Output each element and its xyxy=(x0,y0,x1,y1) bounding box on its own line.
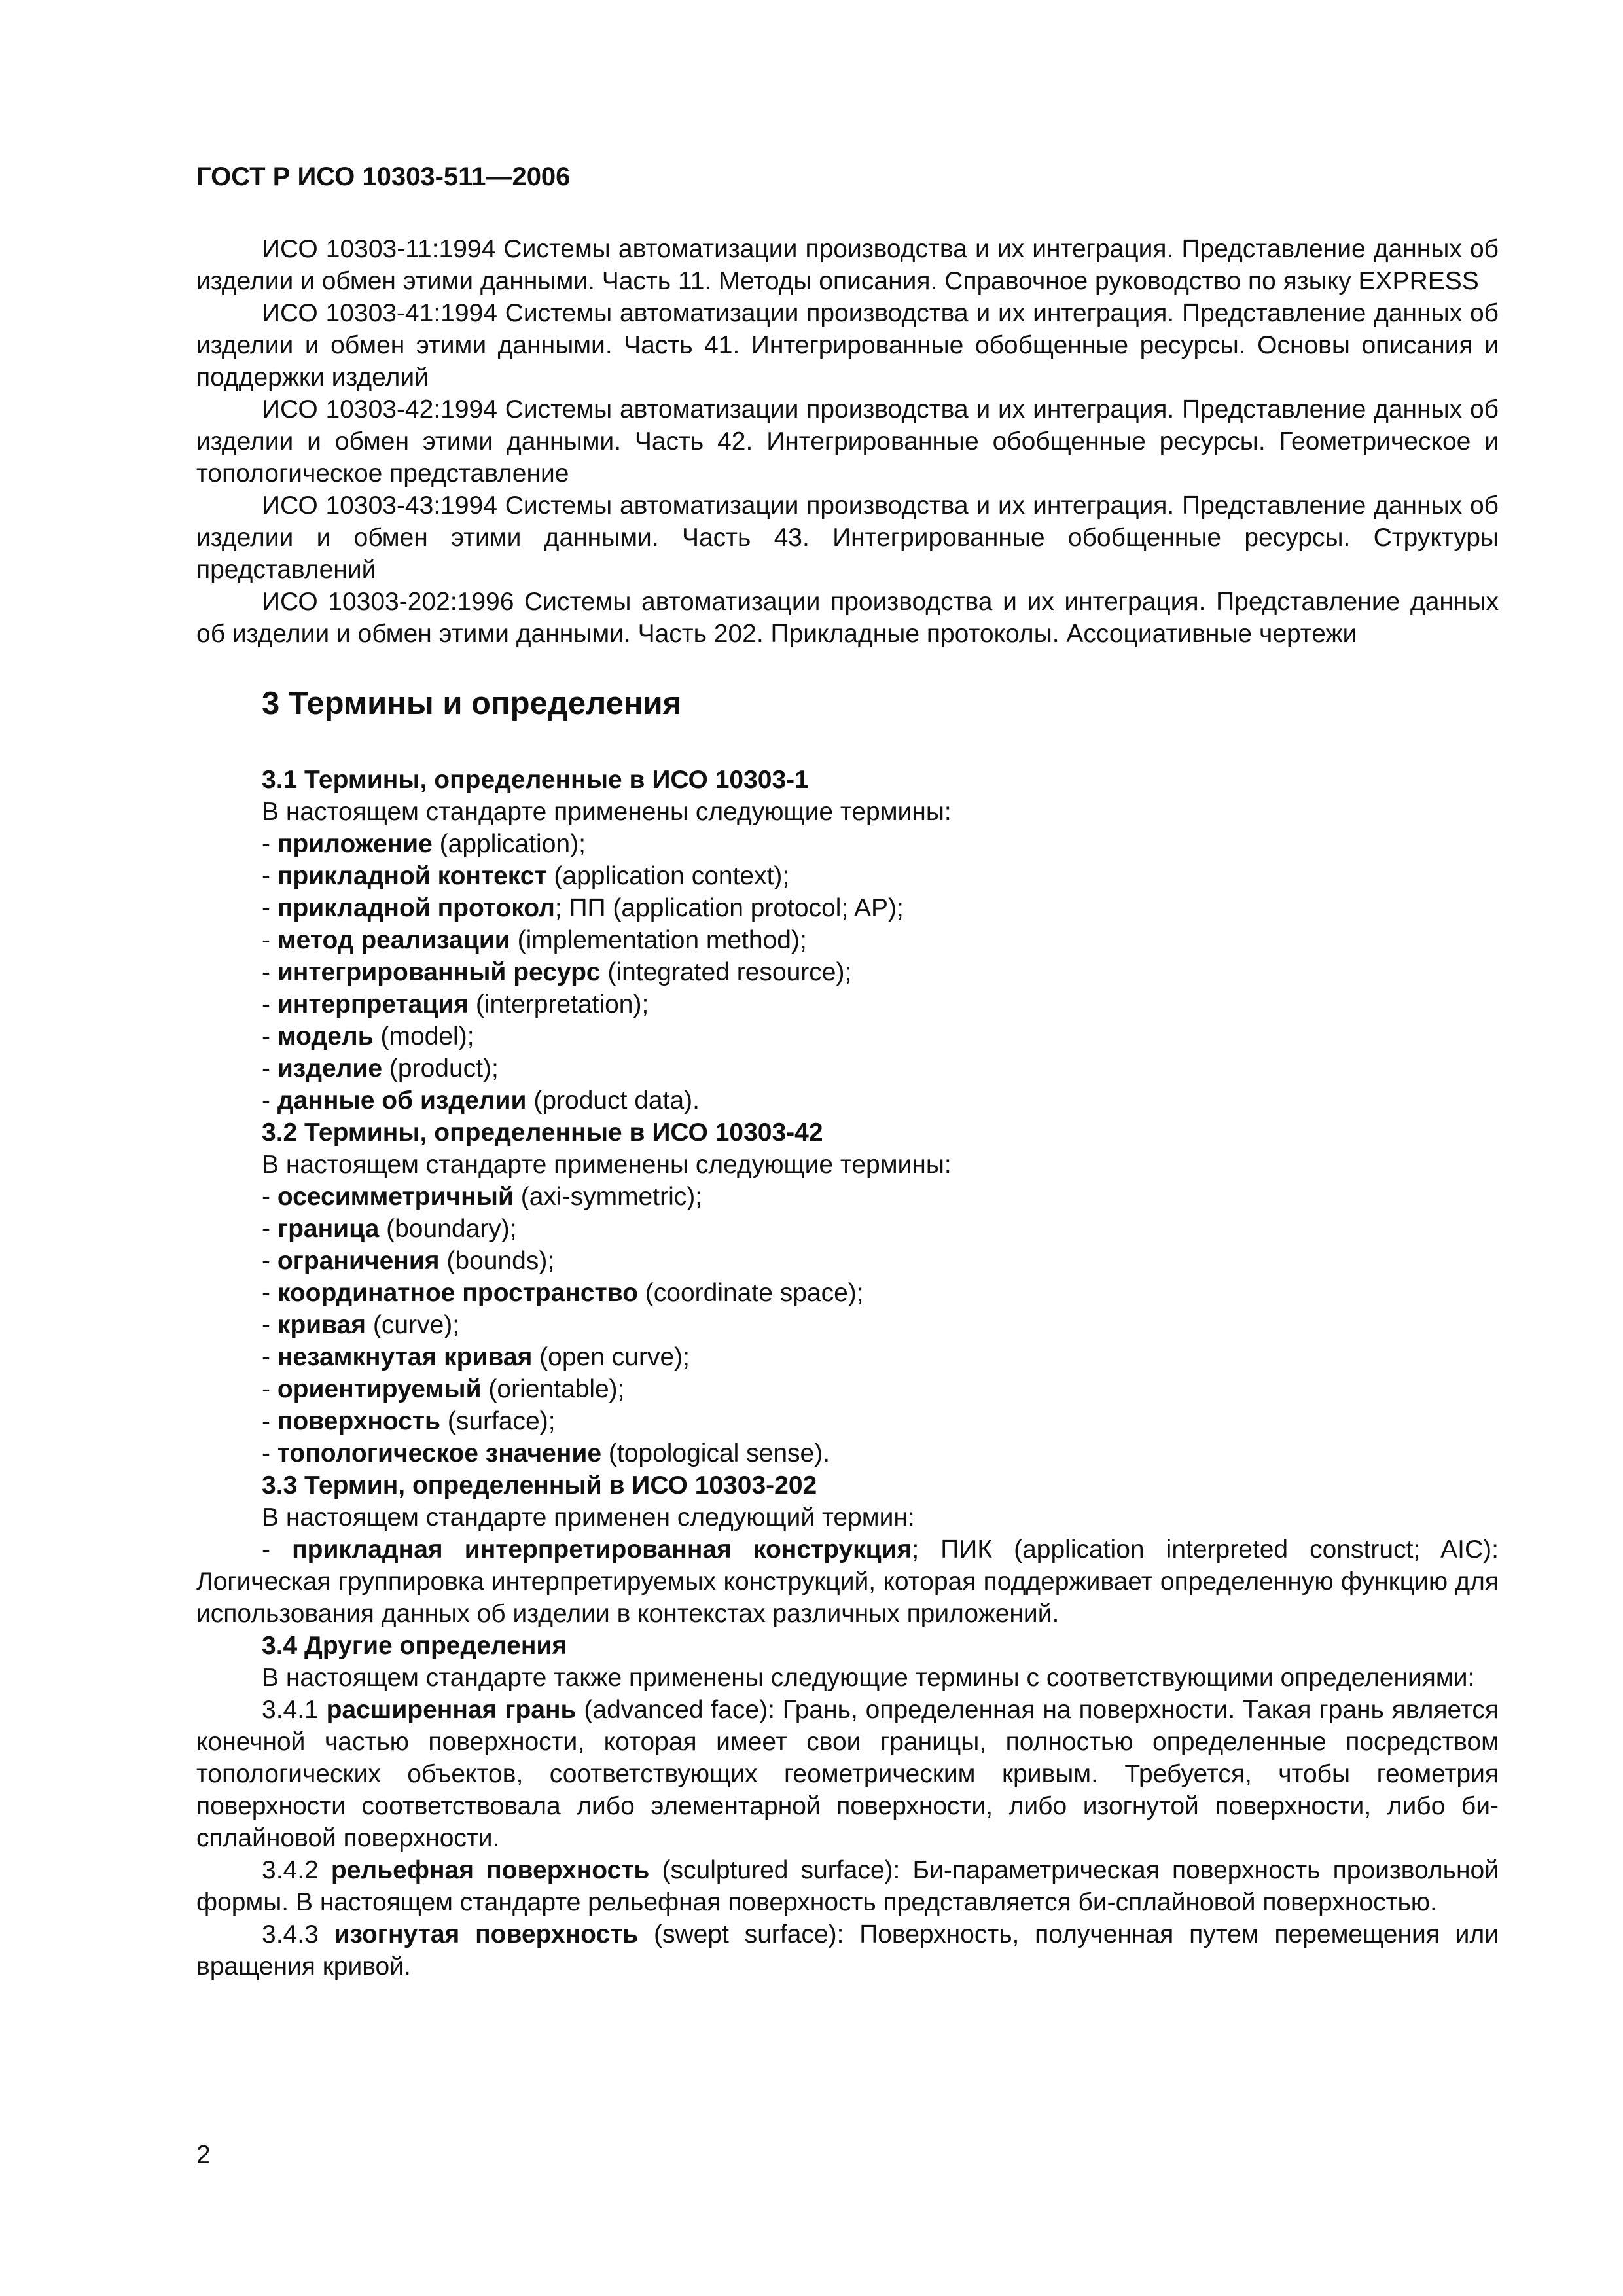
term-note: (boundary); xyxy=(379,1215,517,1243)
term-list xyxy=(196,1181,1499,1469)
definition-number: 3.4.1 xyxy=(262,1696,327,1724)
definition-text: (swept surface): Поверхность, полученная путем перемещения или вращения кривой. xyxy=(196,1920,1499,1981)
term-note: (model); xyxy=(373,1022,474,1050)
term-note: ; ПП (application protocol; AP); xyxy=(554,894,904,922)
definition-text: ; ПИК (application interpreted construct; AIC): Логическая группировка интерпретируемых конструкций, которая поддерживает определенную функцию для использования данных об изделии в контекстах различных приложений. xyxy=(196,1535,1499,1628)
term-note: (axi-symmetric); xyxy=(513,1183,703,1211)
term-note: (open curve); xyxy=(532,1343,690,1371)
term: осесимметричный xyxy=(277,1183,514,1211)
definition-number: 3.4.2 xyxy=(262,1856,331,1884)
list-item: - топологическое значение (topological sense). xyxy=(262,1439,830,1467)
list-item: - интегрированный ресурс (integrated resource); xyxy=(262,958,852,986)
list-item: - данные об изделии (product data). xyxy=(262,1086,700,1115)
reference-item: ИСО 10303-11:1994 Системы автоматизации производства и их интеграция. Представление данных об изделии и обмен этими данными. Часть 11. Методы описания. Справочное руководство по языку EXPRESS xyxy=(196,235,1499,295)
term: расширенная грань xyxy=(326,1696,577,1724)
term: прикладной протокол xyxy=(277,894,555,922)
term-note: (integrated resource); xyxy=(600,958,852,986)
term-note: (product); xyxy=(382,1054,499,1083)
term-note: (implementation method); xyxy=(510,926,807,954)
term: изделие xyxy=(277,1054,383,1083)
list-item: - ограничения (bounds); xyxy=(262,1247,555,1275)
term-definition xyxy=(196,1854,1499,1918)
term-note: (coordinate space); xyxy=(637,1279,864,1307)
reference-item: ИСО 10303-41:1994 Системы автоматизации производства и их интеграция. Представление данных об изделии и обмен этими данными. Часть 41. Интегрированные обобщенные ресурсы. Основы описания и поддержки изделий xyxy=(196,299,1499,391)
term: изогнутая поверхность xyxy=(334,1920,639,1948)
list-item: - модель (model); xyxy=(262,1022,474,1050)
list-item: - прикладной контекст (application context); xyxy=(262,862,790,890)
term-note: (curve); xyxy=(366,1311,460,1339)
subsection-title: 3.3 Термин, определенный в ИСО 10303-202 xyxy=(262,1471,817,1499)
list-item: - координатное пространство (coordinate space); xyxy=(262,1279,864,1307)
term-note: (application context); xyxy=(546,862,790,890)
list-item: - приложение (application); xyxy=(262,830,586,858)
list-item: - незамкнутая кривая (open curve); xyxy=(262,1343,690,1371)
term: интерпретация xyxy=(277,990,469,1018)
term-note: (orientable); xyxy=(481,1375,625,1403)
term: поверхность xyxy=(277,1407,440,1435)
term-definition xyxy=(196,1694,1499,1854)
reference-item: ИСО 10303-42:1994 Системы автоматизации производства и их интеграция. Представление данных об изделии и обмен этими данными. Часть 42. Интегрированные обобщенные ресурсы. Геометрическое и топологическое представление xyxy=(196,395,1499,488)
term: прикладной контекст xyxy=(277,862,547,890)
list-item: - прикладной протокол; ПП (application protocol; AP); xyxy=(262,894,904,922)
term: интегрированный ресурс xyxy=(277,958,601,986)
term-note: (product data). xyxy=(526,1086,700,1115)
list-item: - изделие (product); xyxy=(262,1054,499,1083)
section-heading: 3 Термины и определения xyxy=(262,686,682,721)
reference-item: ИСО 10303-202:1996 Системы автоматизации производства и их интеграция. Представление данных об изделии и обмен этими данными. Часть 202. Прикладные протоколы. Ассоциативные чертежи xyxy=(196,588,1499,648)
list-item: - граница (boundary); xyxy=(262,1215,517,1243)
definition-text: (sculptured surface): Би-параметрическая поверхность произвольной формы. В настоящем стандарте рельефная поверхность представляется би-сплайновой поверхностью. xyxy=(196,1856,1499,1916)
term-note: (bounds); xyxy=(439,1247,555,1275)
list-item: - интерпретация (interpretation); xyxy=(262,990,649,1018)
term-list xyxy=(196,828,1499,1117)
term-note: (application); xyxy=(432,830,586,858)
term: прикладная интерпретированная конструкция xyxy=(292,1535,912,1564)
subsection-title: 3.4 Другие определения xyxy=(262,1632,567,1660)
subsection-title: 3.2 Термины, определенные в ИСО 10303-42 xyxy=(262,1119,823,1147)
subsection-title: 3.1 Термины, определенные в ИСО 10303-1 xyxy=(262,766,809,794)
term: ориентируемый xyxy=(277,1375,482,1403)
subsection-intro: В настоящем стандарте применены следующие термины: xyxy=(262,1151,952,1179)
term-definition xyxy=(196,1918,1499,1982)
term: кривая xyxy=(277,1311,366,1339)
term: координатное пространство xyxy=(277,1279,638,1307)
term-note: (interpretation); xyxy=(469,990,649,1018)
page-number: 2 xyxy=(196,2141,211,2169)
term: топологическое значение xyxy=(277,1439,602,1467)
list-item: - осесимметричный (axi-symmetric); xyxy=(262,1183,703,1211)
list-item: - ориентируемый (orientable); xyxy=(262,1375,625,1403)
document-header: ГОСТ Р ИСО 10303-511—2006 xyxy=(196,162,571,191)
list-item: - поверхность (surface); xyxy=(262,1407,556,1435)
term: приложение xyxy=(277,830,433,858)
definition-text: (advanced face): Грань, определенная на поверхности. Такая грань является конечной частью поверхности, которая имеет свои границы, полностью определенные посредством топологических объектов, соответствующих геометрическим кривым. Требуется, чтобы геометрия поверхности соответствовала либо элементарной поверхности, либо изогнутой поверхности, либо би-сплайновой поверхности. xyxy=(196,1696,1499,1852)
subsection-intro: В настоящем стандарте применен следующий термин: xyxy=(262,1503,915,1532)
subsection-intro: В настоящем стандарте также применены следующие термины с соответствующими определениями: xyxy=(262,1664,1475,1692)
reference-item: ИСО 10303-43:1994 Системы автоматизации производства и их интеграция. Представление данных об изделии и обмен этими данными. Часть 43. Интегрированные обобщенные ресурсы. Структуры представлений xyxy=(196,492,1499,584)
list-item: - метод реализации (implementation method); xyxy=(262,926,807,954)
term-note: (surface); xyxy=(440,1407,556,1435)
subsection-intro: В настоящем стандарте применены следующие термины: xyxy=(262,798,952,826)
term: рельефная поверхность xyxy=(330,1856,650,1884)
definition-number: 3.4.3 xyxy=(262,1920,334,1948)
term: метод реализации xyxy=(277,926,510,954)
term: модель xyxy=(277,1022,374,1050)
term-note: (topological sense). xyxy=(601,1439,830,1467)
list-item: - кривая (curve); xyxy=(262,1311,460,1339)
document-page xyxy=(196,161,1499,1982)
term-definition: - прикладная интерпретированная конструкция; ПИК (application interpreted construct; AIC): Логическая группировка интерпретируемых конструкций, которая поддерживает определенную функцию для использования данных об изделии в контекстах различных приложений. xyxy=(196,1535,1499,1628)
term: незамкнутая кривая xyxy=(277,1343,533,1371)
term: данные об изделии xyxy=(277,1086,527,1115)
reference-list xyxy=(196,233,1499,650)
term: граница xyxy=(277,1215,380,1243)
term: ограничения xyxy=(277,1247,440,1275)
